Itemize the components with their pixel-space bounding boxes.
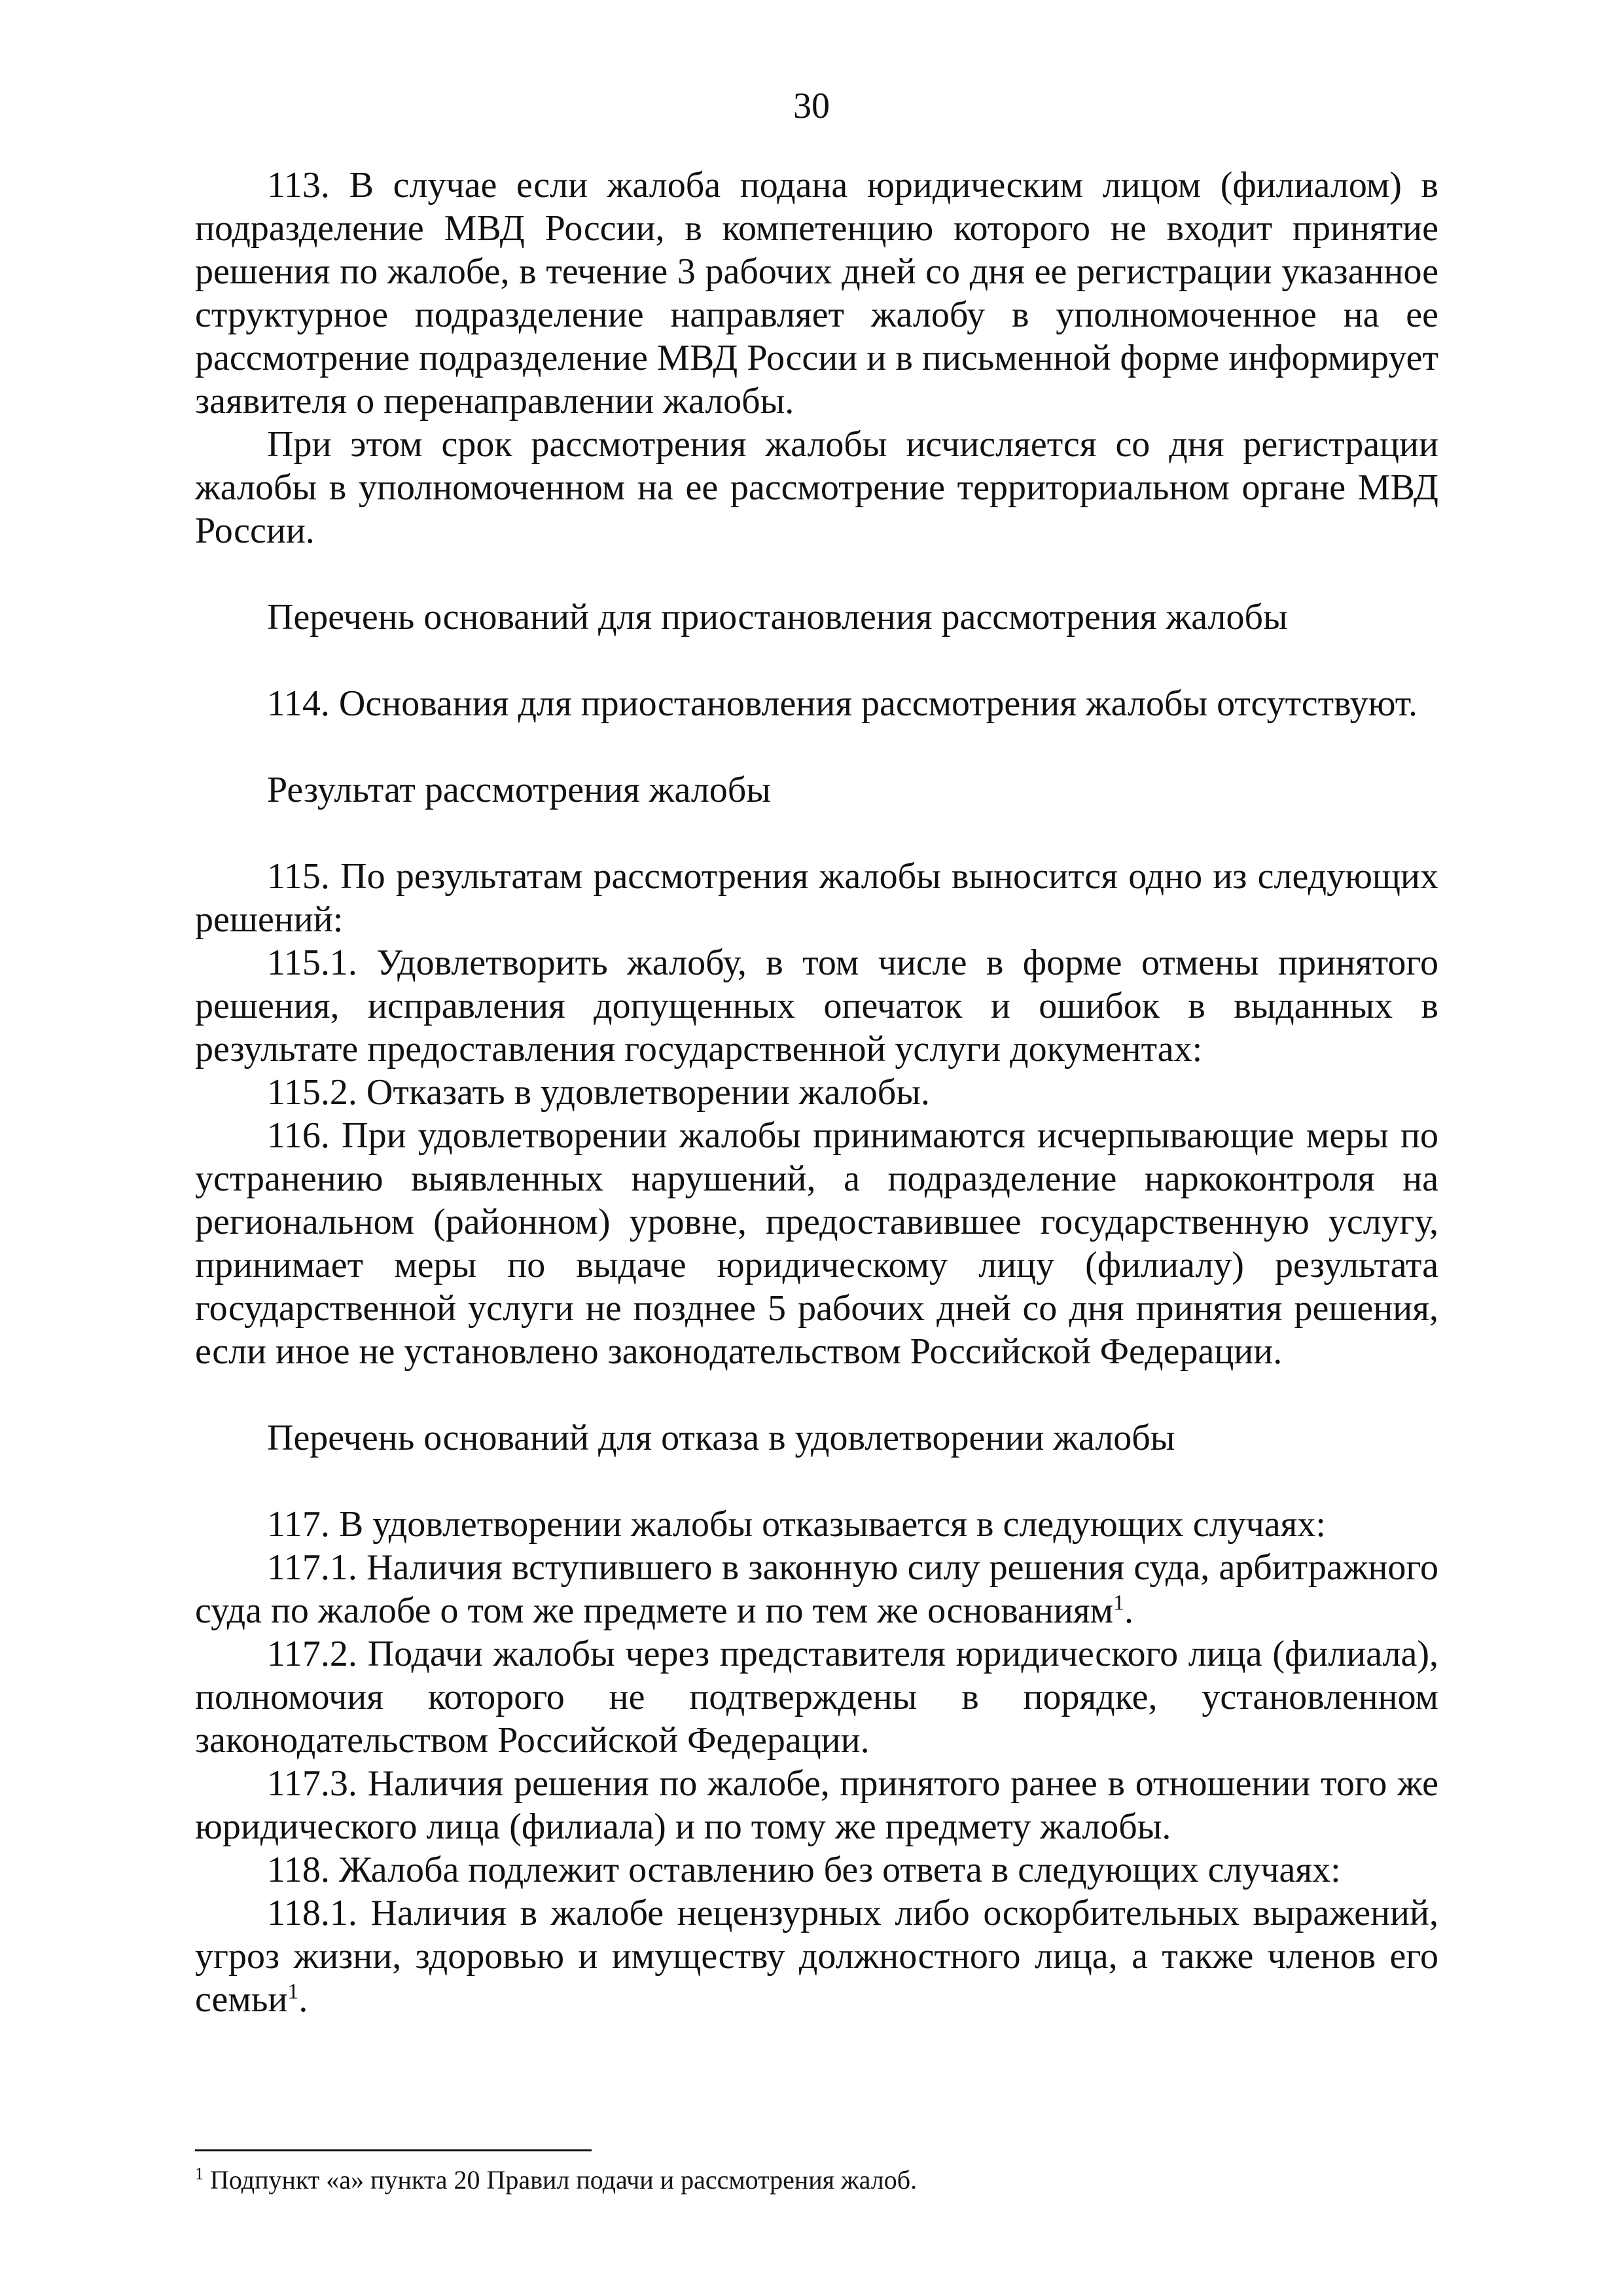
paragraph-115-1: 115.1. Удовлетворить жалобу, в том числе в форме отмены принятого решения, исправления допущенных опечаток и ошибок в выданных в результате предоставления государственной услуги документах: xyxy=(195,942,1438,1069)
paragraph-118-1 xyxy=(195,1892,1438,2021)
paragraph-116: 116. При удовлетворении жалобы принимаются исчерпывающие меры по устранению выявленных нарушений, а подразделение наркоконтроля на региональном (районном) уровне, предоставившее государственную услугу, принимает меры по выдаче юридическому лицу (филиалу) результата государственной услуги не позднее 5 рабочих дней со дня принятия решения, если иное не установлено законодательством Российской Федерации. xyxy=(195,1115,1438,1372)
paragraph-118-1-text: 118.1. Наличия в жалобе нецензурных либо оскорбительных выражений, угроз жизни, здоровью и имуществу должностного лица, а также членов его семьи xyxy=(195,1893,1438,2020)
footnote-reference: 1 xyxy=(287,1979,299,2004)
heading-suspension-grounds: Перечень оснований для приостановления рассмотрения жалобы xyxy=(267,597,1288,637)
paragraph-117-2: 117.2. Подачи жалобы через представителя юридического лица (филиала), полномочия которого не подтверждены в порядке, установленном законодательством Российской Федерации. xyxy=(195,1634,1438,1761)
spacer xyxy=(195,1373,1438,1416)
paragraph-118: 118. Жалоба подлежит оставлению без ответа в следующих случаях: xyxy=(267,1850,1341,1890)
footnote-separator xyxy=(195,2149,592,2151)
paragraph-117-3: 117.3. Наличия решения по жалобе, принятого ранее в отношении того же юридического лица (филиала) и по тому же предмету жалобы. xyxy=(195,1763,1438,1847)
paragraph-117-1-end: . xyxy=(1124,1590,1134,1631)
spacer xyxy=(195,639,1438,682)
footnote-reference: 1 xyxy=(1113,1590,1125,1615)
paragraph-115: 115. По результатам рассмотрения жалобы выносится одно из следующих решений: xyxy=(195,856,1438,940)
paragraph-113: 113. В случае если жалоба подана юридическим лицом (филиалом) в подразделение МВД России, в компетенцию которого не входит принятие решения по жалобе, в течение 3 рабочих дней со дня ее регистрации указанное структурное подразделение направляет жалобу в уполномоченное на ее рассмотрение подразделение МВД России и в письменной форме информирует заявителя о перенаправлении жалобы. xyxy=(195,165,1438,422)
paragraph-114: 114. Основания для приостановления рассмотрения жалобы отсутствуют. xyxy=(267,683,1418,724)
heading-refusal-grounds: Перечень оснований для отказа в удовлетворении жалобы xyxy=(267,1418,1175,1458)
paragraph-115-2: 115.2. Отказать в удовлетворении жалобы. xyxy=(267,1072,930,1113)
paragraph-117-1 xyxy=(195,1546,1438,1632)
spacer xyxy=(195,725,1438,768)
spacer xyxy=(195,812,1438,855)
paragraph-113-continuation: При этом срок рассмотрения жалобы исчисляется со дня регистрации жалобы в уполномоченном на ее рассмотрение территориальном органе МВД России. xyxy=(195,424,1438,551)
heading-complaint-result: Результат рассмотрения жалобы xyxy=(267,770,771,810)
spacer xyxy=(195,552,1438,596)
paragraph-117-1-text: 117.1. Наличия вступившего в законную силу решения суда, арбитражного суда по жалобе о том же предмете и по тем же основаниям xyxy=(195,1547,1438,1631)
page-number: 30 xyxy=(793,86,830,126)
document-body xyxy=(195,164,1438,2021)
paragraph-117: 117. В удовлетворении жалобы отказывается в следующих случаях: xyxy=(267,1504,1326,1545)
footnote-text: Подпункт «а» пункта 20 Правил подачи и рассмотрения жалоб. xyxy=(204,2165,918,2195)
footnote-marker: 1 xyxy=(195,2164,204,2183)
spacer xyxy=(195,1460,1438,1503)
paragraph-118-1-end: . xyxy=(298,1979,308,2020)
footnote xyxy=(195,2164,1438,2197)
